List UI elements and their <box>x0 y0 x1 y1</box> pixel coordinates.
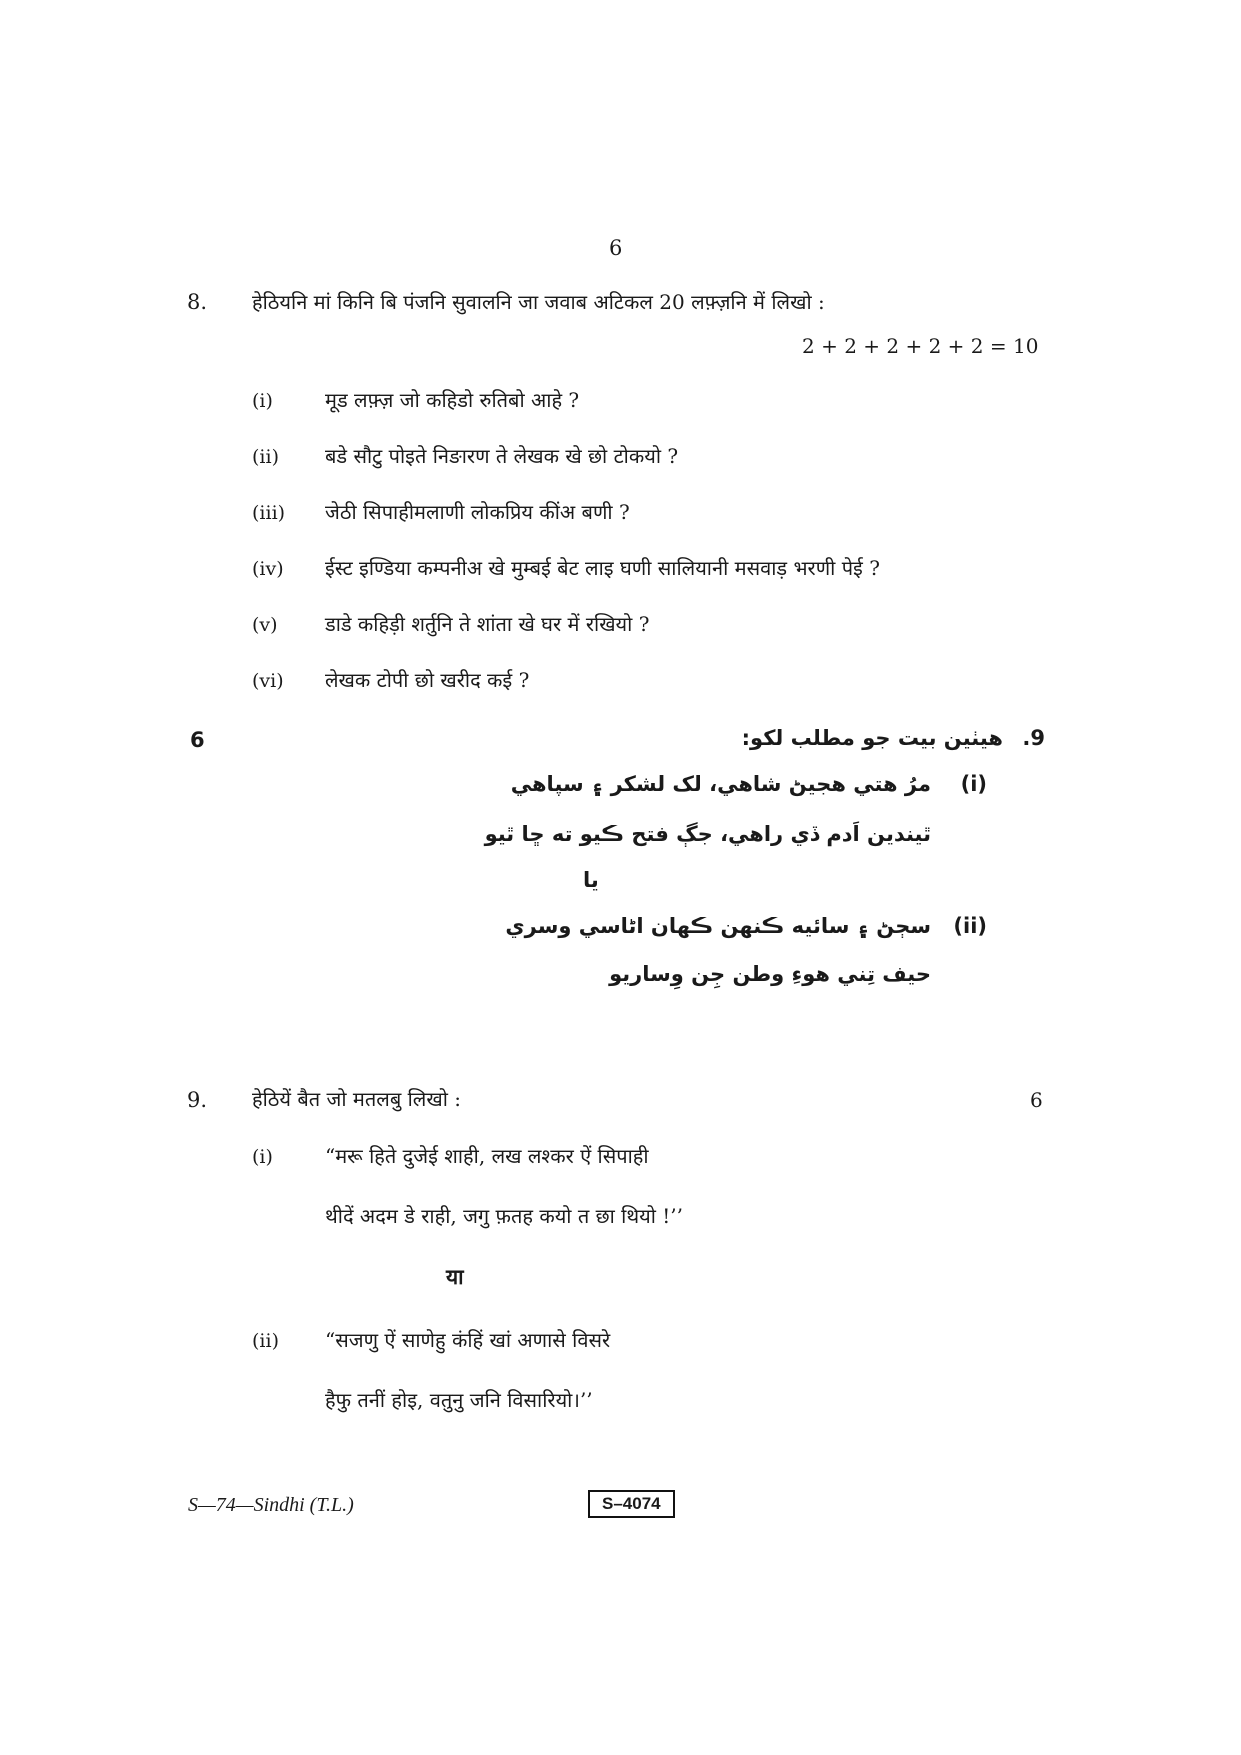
verse-line: ٿيندين اَدم ڏي راهي، جڳ فتح ڪيو ته ڇا ٿيو <box>484 822 931 846</box>
page-number: 6 <box>609 236 623 260</box>
item-text: जेठी सिपाहीमलाणी लोकप्रिय कींअ बणी ? <box>325 500 630 524</box>
verse-line: حيف تِني هوءِ وطن جِن وِساريو <box>609 962 931 986</box>
question-number: 8. <box>187 290 208 314</box>
verse-line: हैफु तनीं होइ, वतुनु जनि विसारियो।’’ <box>325 1388 593 1412</box>
verse-line: مرُ هتي هجيڻ شاهي، لک لشکر ۽ سپاهي <box>510 772 931 796</box>
item-text: बडे सौटु पोइते निङारण ते लेखक खे छो टोकयो ? <box>325 444 679 468</box>
item-number: (ii) <box>252 1330 279 1352</box>
or-label: या <box>446 1265 464 1289</box>
item-number: (vi) <box>252 670 284 692</box>
or-label: يا <box>583 868 599 892</box>
item-number: (ii) <box>252 446 279 468</box>
footer-paper-code: S—74—Sindhi (T.L.) <box>188 1494 354 1516</box>
item-text: डाडे कहिड़ी शर्तुनि ते शांता खे घर में रखियो ? <box>325 612 650 636</box>
item-text: लेखक टोपी छो खरीद कई ? <box>325 668 530 692</box>
item-number: (ii) <box>953 914 987 938</box>
footer-boxed-code: S–4074 <box>588 1490 675 1518</box>
marks-breakdown: 2 + 2 + 2 + 2 + 2 = 10 <box>802 334 1039 358</box>
question-number: .9 <box>1022 726 1045 750</box>
question-text: هيٺين بيت جو مطلب لکو: <box>741 726 1003 750</box>
verse-line: थीदें अदम डे राही, जगु फ़तह कयो त छा थियो !’’ <box>325 1204 684 1228</box>
item-text: मूड लफ़्ज़ जो कहिडो रुतिबो आहे ? <box>325 388 580 412</box>
item-number: (i) <box>960 772 987 796</box>
item-text: ईस्ट इण्डिया कम्पनीअ खे मुम्बई बेट लाइ घणी सालियानी मसवाड़ भरणी पेई ? <box>325 556 880 580</box>
item-number: (i) <box>252 390 273 412</box>
question-marks: 6 <box>1030 1088 1043 1112</box>
item-number: (i) <box>252 1146 273 1168</box>
question-text: हेठियनि मां किनि बि पंजनि सुवालनि जा जवाब अटिकल 20 लफ़्ज़नि में लिखो : <box>252 290 825 314</box>
verse-line: “सजणु ऐं साणेहु कंहिं खां अणासे विसरे <box>325 1328 611 1352</box>
item-number: (v) <box>252 614 278 636</box>
item-number: (iii) <box>252 502 286 524</box>
verse-line: سڄڻ ۽ سائيه ڪنهن ڪهان اڻاسي وسري <box>505 914 931 938</box>
item-number: (iv) <box>252 558 284 580</box>
question-marks: 6 <box>190 728 205 752</box>
question-number: 9. <box>187 1088 208 1112</box>
question-text: हेठियें बैत जो मतलबु लिखो : <box>252 1087 462 1111</box>
verse-line: “मरू हिते दुजेई शाही, लख लश्कर ऐं सिपाही <box>325 1144 649 1168</box>
